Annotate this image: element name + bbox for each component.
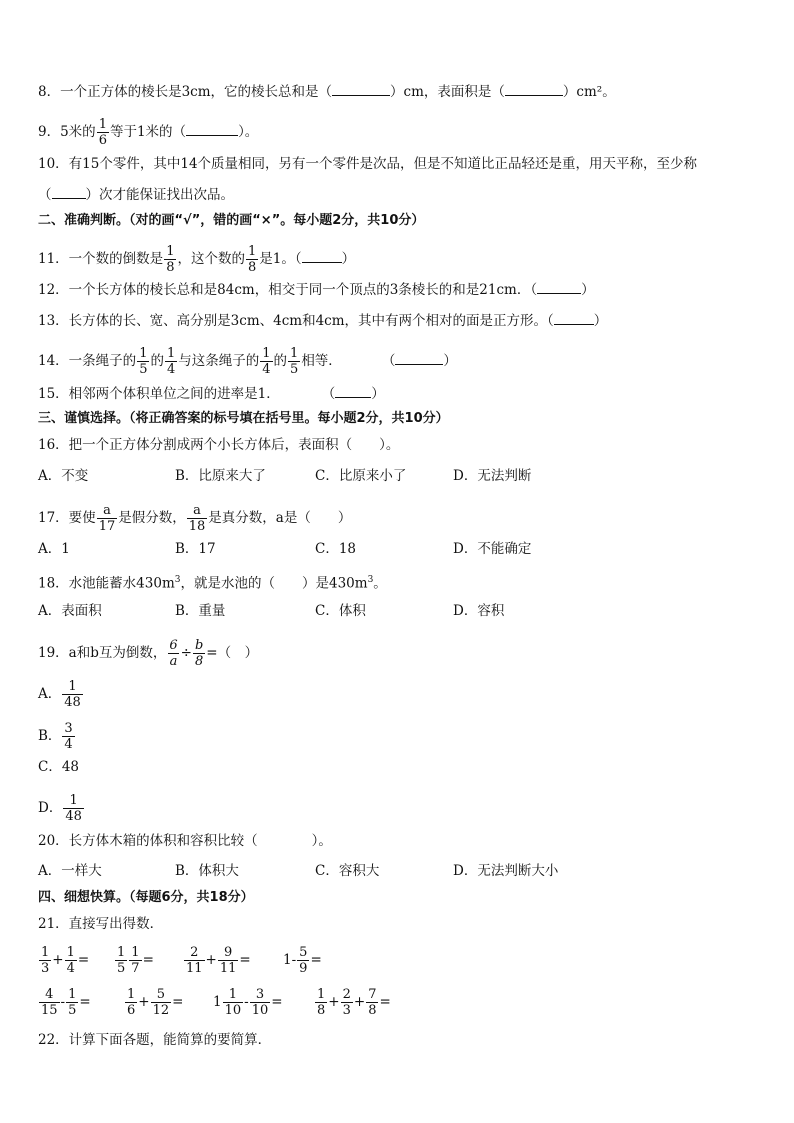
- option-c[interactable]: C．比原来小了: [315, 468, 407, 484]
- expression: $\frac{1}{5}$ $\frac{1}{7}$ =: [117, 945, 154, 976]
- answer-blank[interactable]: [186, 122, 238, 136]
- option-c[interactable]: C．容积大: [315, 863, 380, 879]
- option-d[interactable]: D．无法判断: [453, 468, 532, 484]
- expression: $\frac{2}{11}$ + $\frac{9}{11}$ =: [186, 945, 251, 976]
- option-c[interactable]: C．体积: [315, 603, 366, 619]
- expression: $\frac{1}{8}$ + $\frac{2}{3}$ + $\frac{7}{8}$ =: [317, 987, 391, 1018]
- option-a[interactable]: A．一样大: [38, 863, 102, 879]
- question-9: 9．5米的 $\frac{1}{6}$ 等于1米的（ ）。: [38, 117, 259, 148]
- fraction: $\frac{1}{8}$: [247, 244, 257, 275]
- question-15: 15．相邻两个体积单位之间的进率是1． （ ）: [38, 386, 385, 402]
- fraction: $\frac{1}{4}$: [262, 346, 271, 377]
- question-22: 22．计算下面各题，能简算的要简算．: [38, 1032, 272, 1048]
- option-c[interactable]: C．48: [38, 759, 80, 775]
- fraction: $\frac{1}{4}$: [166, 346, 176, 377]
- question-17-stem: 17．要使 $\frac{a}{17}$ 是假分数， $\frac{a}{18}$ 是真分数，a是（ ）: [38, 503, 352, 534]
- question-18-stem: 18．水池能蓄水$430m^3$，就是水池的（ ）是$430m^3$。: [38, 575, 387, 592]
- answer-blank[interactable]: [395, 351, 443, 365]
- question-8: 8．一个正方体的棱长是3cm，它的棱长总和是（ ）cm，表面积是（ ）cm²。: [38, 84, 616, 100]
- fraction: $\frac{a}{18}$: [188, 503, 206, 534]
- fraction: $\frac{b}{8}$: [194, 638, 204, 669]
- section-heading-2: 二、准确判断。（对的画“√”，错的画“×”。每小题2分，共10分）: [38, 213, 425, 228]
- section-heading-3: 三、谨慎选择。（将正确答案的标号填在括号里。每小题2分，共10分）: [38, 411, 449, 426]
- answer-blank[interactable]: [335, 384, 371, 398]
- fraction: $\frac{1}{48}$: [65, 793, 82, 824]
- option-d[interactable]: D．不能确定: [453, 541, 532, 557]
- question-13: 13．长方体的长、宽、高分别是3cm、4cm和4cm，其中有两个相对的面是正方形。（ ）: [38, 313, 608, 329]
- option-b[interactable]: B． $\frac{3}{4}$: [38, 721, 73, 752]
- question-12: 12．一个长方体的棱长总和是84cm，相交于同一个顶点的3条棱长的和是21cm．（ ）: [38, 282, 595, 298]
- option-d[interactable]: D． $\frac{1}{48}$: [38, 793, 82, 824]
- question-11: 11．一个数的倒数是 $\frac{1}{8}$ ，这个数的 $\frac{1}{8}$ 是1。（ ）: [38, 244, 356, 275]
- fraction: $\frac{a}{17}$: [98, 503, 116, 534]
- expression: 1 $\frac{1}{10}$ - $\frac{3}{10}$ =: [213, 987, 283, 1018]
- option-a[interactable]: A．不变: [38, 468, 89, 484]
- question-10-line-2: （ ）次才能保证找出次品。: [38, 187, 234, 203]
- option-b[interactable]: B．体积大: [175, 863, 239, 879]
- question-21-stem: 21．直接写出得数．: [38, 916, 164, 932]
- option-a[interactable]: A．1: [38, 541, 70, 557]
- option-a[interactable]: A．表面积: [38, 603, 102, 619]
- expression: $\frac{4}{15}$ - $\frac{1}{5}$ =: [41, 987, 91, 1018]
- option-b[interactable]: B．比原来大了: [175, 468, 266, 484]
- fraction: $\frac{1}{8}$: [166, 244, 175, 275]
- option-c[interactable]: C．18: [315, 541, 357, 557]
- option-b[interactable]: B．17: [175, 541, 216, 557]
- fraction: $\frac{1}{48}$: [64, 679, 81, 710]
- question-19-stem: 19．a和b互为倒数， $\frac{6}{a}$ ÷ $\frac{b}{8}$ =（ ）: [38, 638, 259, 669]
- question-14: 14．一条绳子的 $\frac{1}{5}$ 的 $\frac{1}{4}$ 与这条绳子的 $\frac{1}{4}$ 的 $\frac{1}{5}$ 相等． （ ）: [38, 346, 457, 377]
- answer-blank[interactable]: [302, 249, 342, 263]
- fraction: $\frac{1}{5}$: [139, 346, 148, 377]
- expression: $\frac{1}{6}$ + $\frac{5}{12}$ =: [127, 987, 184, 1018]
- fraction: $\frac{1}{5}$: [290, 346, 299, 377]
- question-20-stem: 20．长方体木箱的体积和容积比较（ ）。: [38, 833, 332, 849]
- option-d[interactable]: D．无法判断大小: [453, 863, 559, 879]
- expression: 1- $\frac{5}{9}$ =: [283, 945, 322, 976]
- fraction: $\frac{6}{a}$: [169, 638, 178, 669]
- answer-blank[interactable]: [554, 311, 594, 325]
- question-10-line-1: 10．有15个零件，其中14个质量相同，另有一个零件是次品，但是不知道比正品轻还是重，用天平称，至少称: [38, 156, 698, 172]
- section-heading-4: 四、细想快算。（每题6分，共18分）: [38, 890, 254, 905]
- fraction: $\frac{1}{6}$: [98, 117, 107, 148]
- answer-blank[interactable]: [332, 82, 390, 96]
- fraction: $\frac{3}{4}$: [64, 721, 73, 752]
- expression: $\frac{1}{3}$ + $\frac{1}{4}$ =: [41, 945, 90, 976]
- option-d[interactable]: D．容积: [453, 603, 505, 619]
- answer-blank[interactable]: [537, 280, 581, 294]
- answer-blank[interactable]: [52, 185, 86, 199]
- answer-blank[interactable]: [505, 82, 563, 96]
- option-a[interactable]: A． $\frac{1}{48}$: [38, 679, 81, 710]
- question-16-stem: 16．把一个正方体分割成两个小长方体后，表面积（ ）。: [38, 437, 400, 453]
- option-b[interactable]: B．重量: [175, 603, 226, 619]
